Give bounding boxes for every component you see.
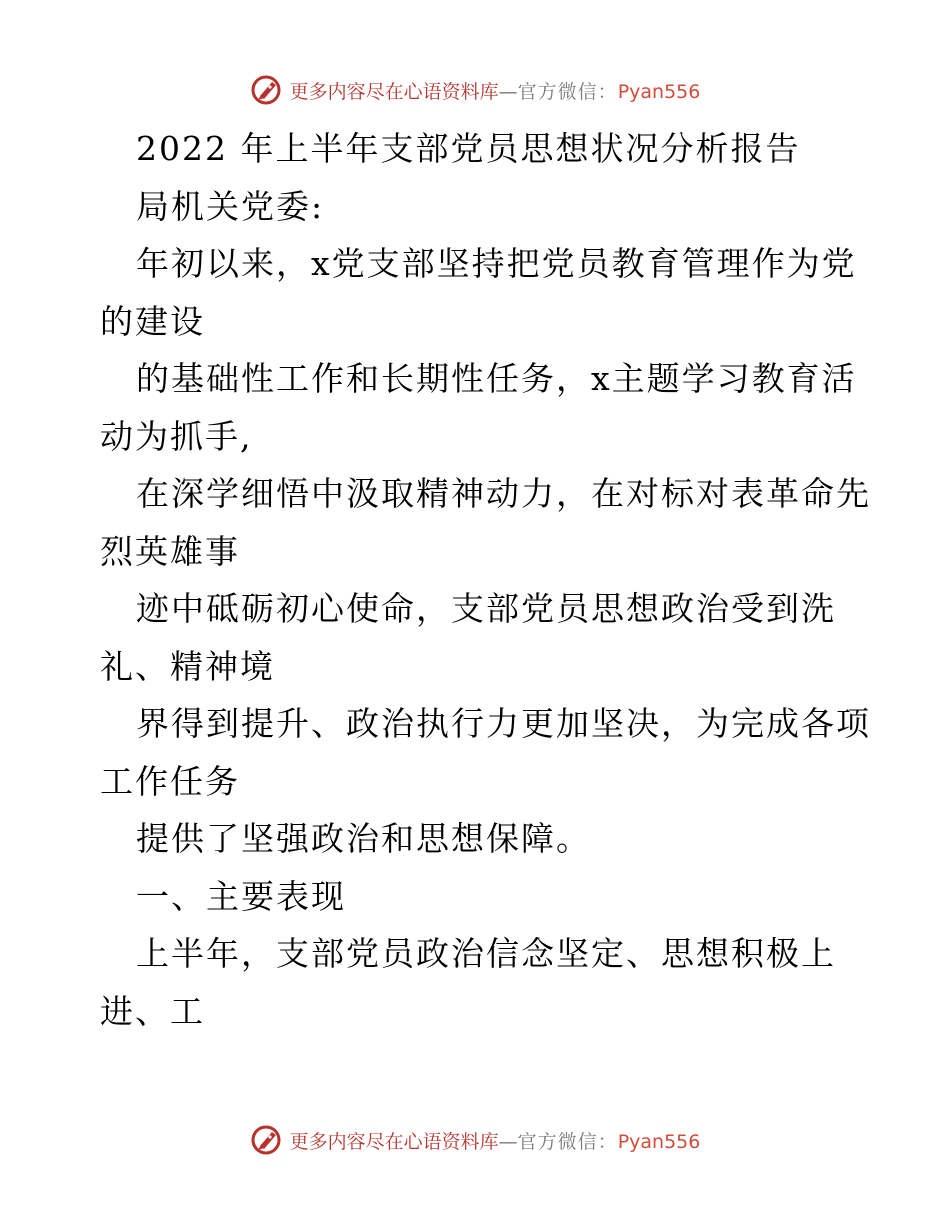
banner-separator: — xyxy=(498,80,518,103)
banner-separator: — xyxy=(498,1130,518,1153)
paragraph-line: 界得到提升、政治执行力更加坚决，为完成各项 xyxy=(136,704,871,743)
banner-wechat-id: Pyan556 xyxy=(617,1130,701,1153)
paragraph-line: 的基础性工作和长期性任务，x主题学习教育活 xyxy=(136,359,857,398)
banner-wechat-label: 官方微信： xyxy=(517,80,618,103)
paragraph-line: 的建设 xyxy=(100,301,205,341)
paragraph-line: 提供了坚强政治和思想保障。 xyxy=(136,819,591,858)
document-addressee: 局机关党委: xyxy=(136,186,325,226)
paragraph-line: 上半年，支部党员政治信念坚定、思想积极上 xyxy=(136,934,836,973)
paragraph-line: 迹中砥砺初心使命，支部党员思想政治受到洗 xyxy=(136,589,836,628)
paragraph-line: 动为抓手, xyxy=(100,416,253,456)
section-heading: 一、主要表现 xyxy=(136,876,346,916)
banner-text xyxy=(290,1127,701,1154)
banner-main-text: 更多内容尽在心语资料库 xyxy=(289,1130,499,1153)
paragraph-line: 进、工 xyxy=(100,991,205,1031)
header-banner xyxy=(0,70,950,110)
footer-banner xyxy=(0,1120,950,1160)
banner-main-text: 更多内容尽在心语资料库 xyxy=(289,80,499,103)
paragraph-line: 在深学细悟中汲取精神动力，在对标对表革命先 xyxy=(136,474,871,513)
paragraph-line: 年初以来，x党支部坚持把党员教育管理作为党 xyxy=(136,244,857,283)
banner-wechat-label: 官方微信： xyxy=(517,1130,618,1153)
document-title: 2022 年上半年支部党员思想状况分析报告 xyxy=(136,129,801,168)
document-body xyxy=(100,120,871,1040)
paragraph-line: 烈英雄事 xyxy=(100,531,240,571)
paragraph-line: 礼、精神境 xyxy=(100,646,275,686)
pen-nib-logo-icon xyxy=(250,73,284,107)
pen-nib-logo-icon xyxy=(250,1123,284,1157)
banner-text xyxy=(290,77,701,104)
banner-wechat-id: Pyan556 xyxy=(617,80,701,103)
paragraph-line: 工作任务 xyxy=(100,761,240,801)
